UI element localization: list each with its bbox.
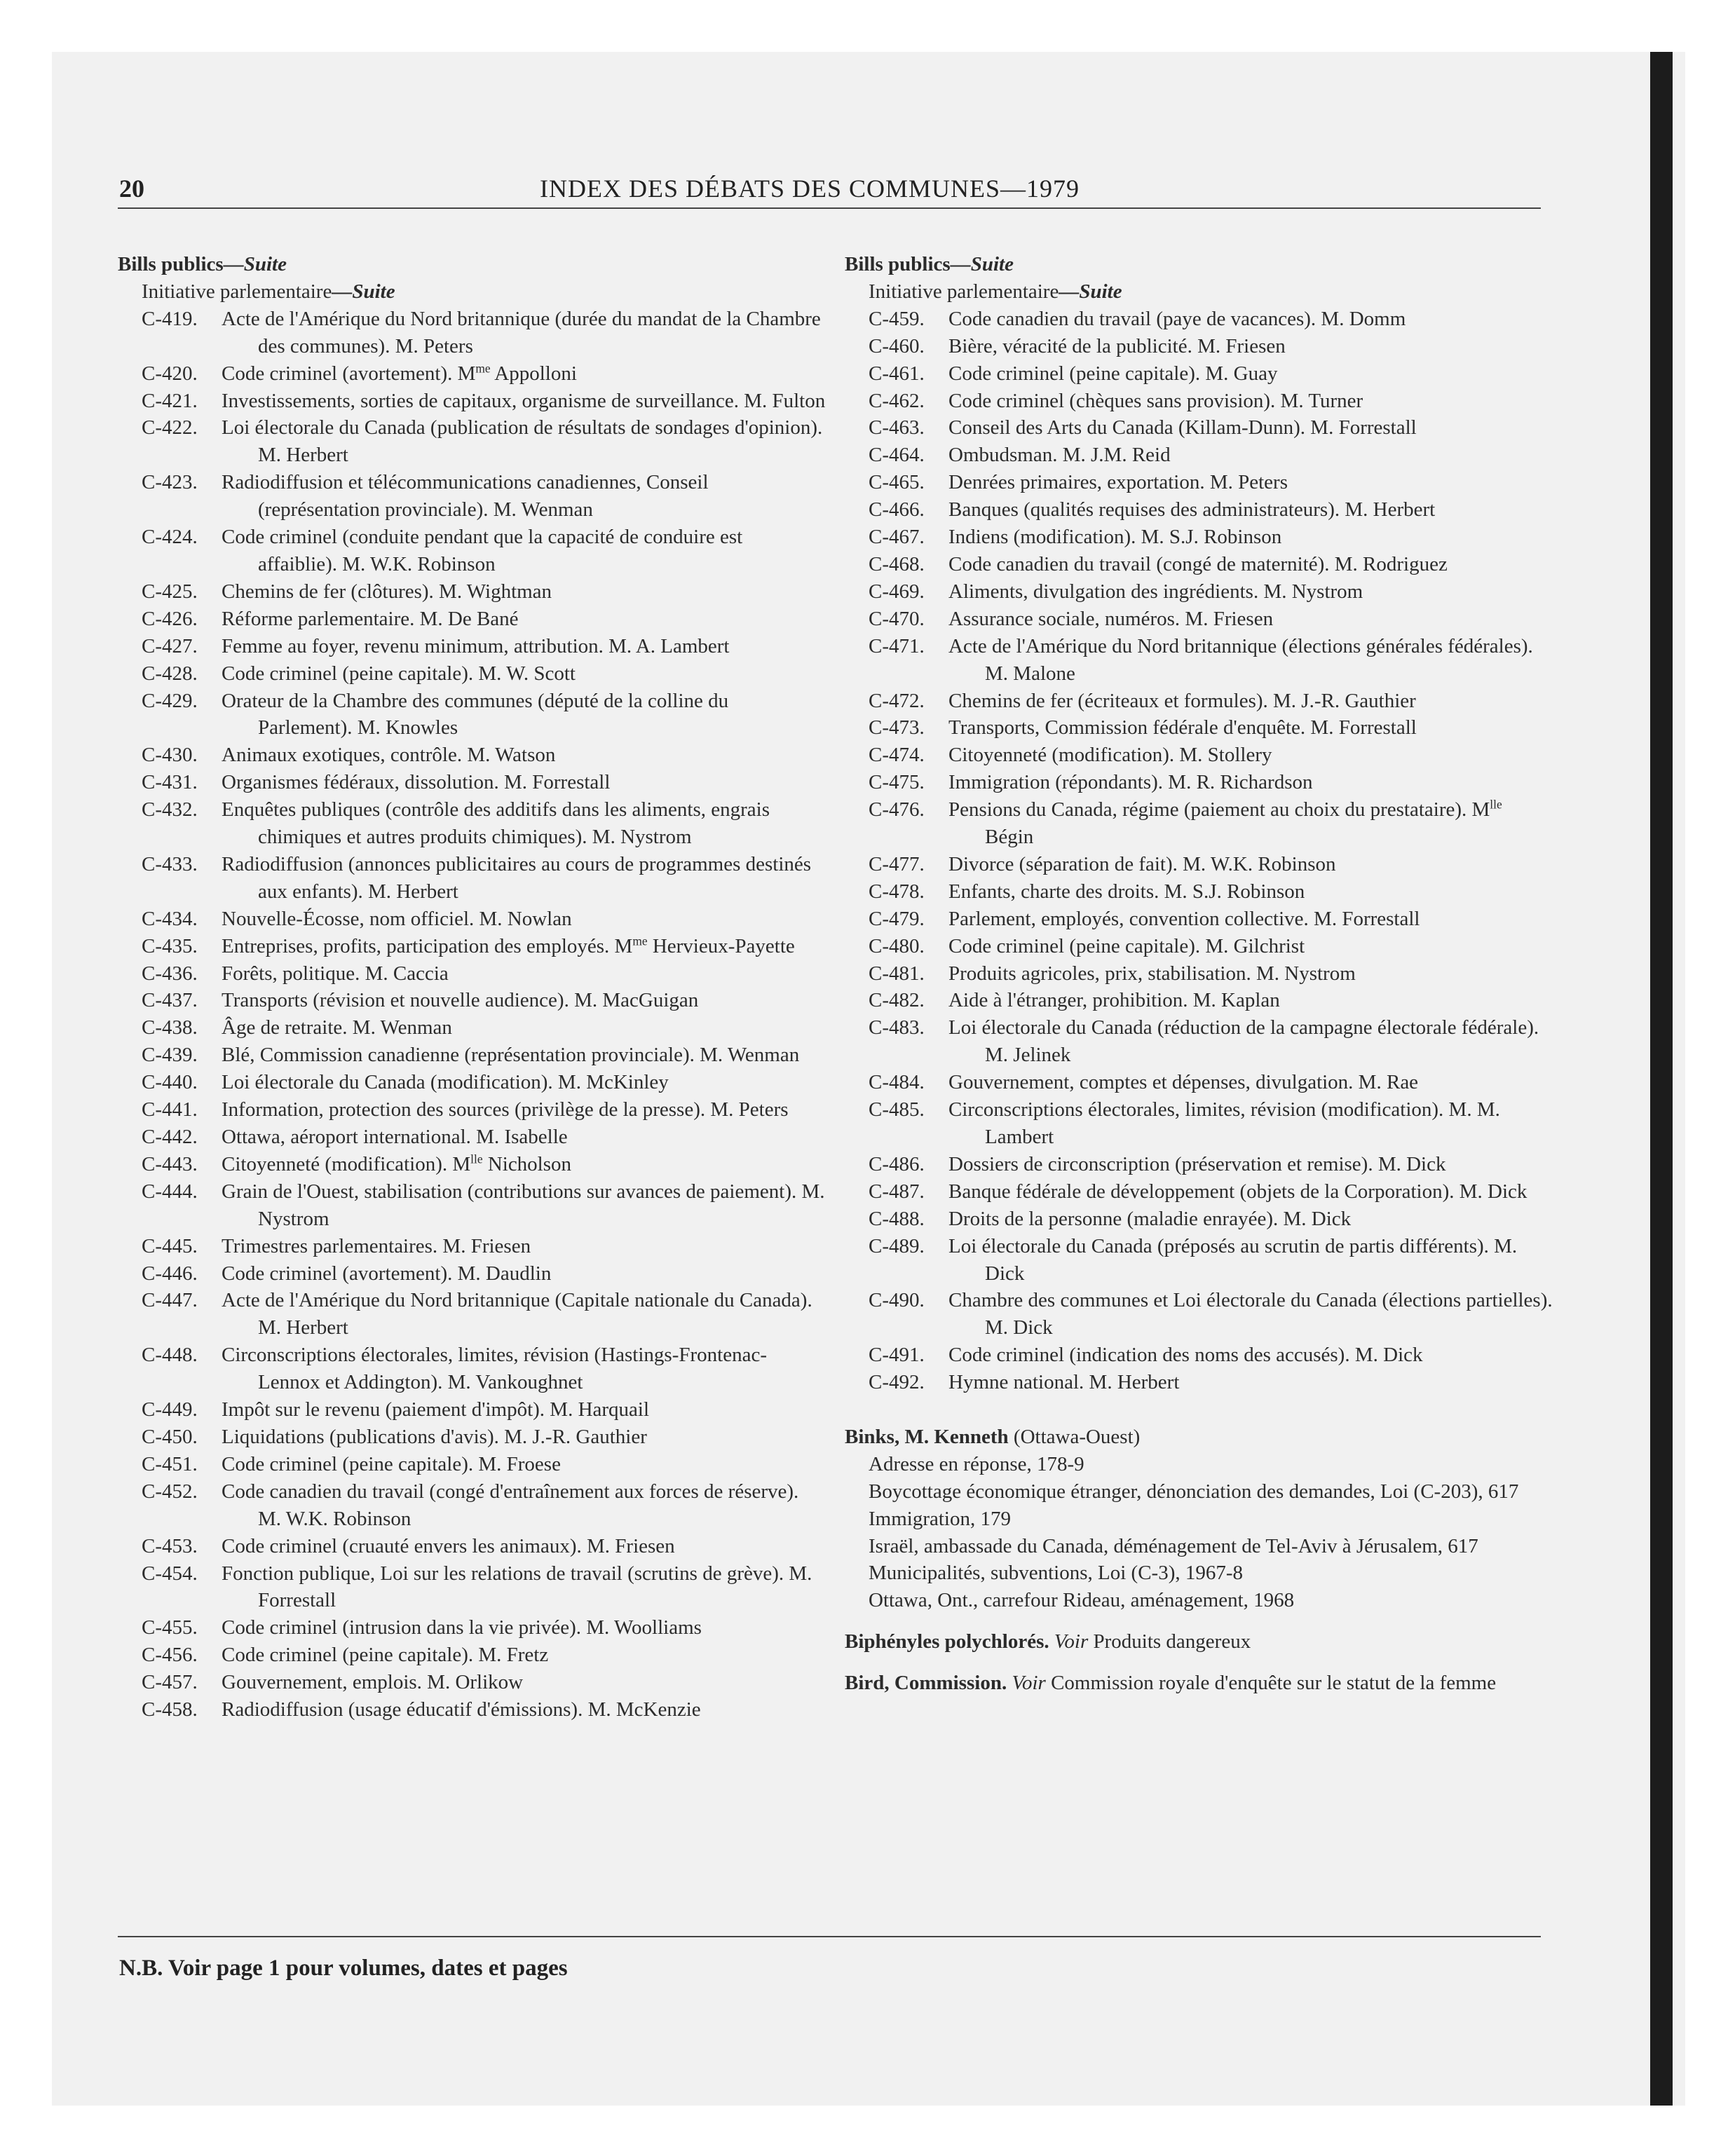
bill-entry bbox=[845, 1287, 1553, 1342]
footer-note: N.B. Voir page 1 pour volumes, dates et pages bbox=[119, 1956, 568, 1981]
left-column bbox=[118, 251, 826, 1724]
bill-title: Radiodiffusion et télécommunications canadiennes, Conseil (représentation provinciale). M. Wenman bbox=[222, 471, 709, 521]
bill-entry bbox=[118, 633, 826, 660]
bill-number: C-435. bbox=[142, 934, 198, 957]
bill-entry bbox=[118, 1424, 826, 1451]
bill-entry bbox=[845, 933, 1553, 960]
bill-number: C-481. bbox=[869, 962, 925, 985]
bill-entry bbox=[118, 960, 826, 988]
bill-entry bbox=[845, 878, 1553, 906]
bill-title: Blé, Commission canadienne (représentation provinciale). M. Wenman bbox=[222, 1044, 800, 1067]
bill-title: Banques (qualités requises des administrateurs). M. Herbert bbox=[948, 498, 1436, 521]
bill-number: C-424. bbox=[142, 526, 198, 549]
bill-entry bbox=[845, 769, 1553, 796]
bill-entry bbox=[845, 333, 1553, 360]
bill-entry bbox=[118, 742, 826, 769]
bill-entry bbox=[118, 1151, 826, 1178]
bill-title: Assurance sociale, numéros. M. Friesen bbox=[948, 607, 1274, 630]
bill-entry bbox=[845, 1096, 1553, 1151]
bill-number: C-419. bbox=[142, 307, 198, 330]
bill-title: Hymne national. M. Herbert bbox=[948, 1371, 1180, 1394]
bill-number: C-463. bbox=[869, 416, 925, 439]
bill-number: C-448. bbox=[142, 1344, 198, 1367]
bill-number: C-431. bbox=[142, 771, 198, 794]
bill-title: Loi électorale du Canada (réduction de la campagne électorale fédérale). M. Jelinek bbox=[948, 1016, 1539, 1067]
bill-entry bbox=[845, 688, 1553, 715]
bill-entry bbox=[118, 1287, 826, 1342]
bill-entry bbox=[845, 388, 1553, 415]
bill-number: C-482. bbox=[869, 989, 925, 1012]
bill-title: Chambre des communes et Loi électorale du Canada (élections partielles). M. Dick bbox=[948, 1289, 1553, 1339]
bill-entry bbox=[845, 1233, 1553, 1288]
page-number: 20 bbox=[119, 175, 144, 203]
bill-entry bbox=[845, 1369, 1553, 1396]
bill-number: C-453. bbox=[142, 1534, 198, 1557]
bill-number: C-426. bbox=[142, 607, 198, 630]
bill-title: Ombudsman. M. J.M. Reid bbox=[948, 444, 1171, 467]
bill-entry bbox=[118, 469, 826, 524]
bill-entry bbox=[118, 1178, 826, 1233]
bill-title: Code criminel (avortement). M. Daudlin bbox=[222, 1262, 552, 1285]
bill-number: C-477. bbox=[869, 852, 925, 875]
bill-number: C-452. bbox=[142, 1480, 198, 1503]
bill-entry bbox=[118, 851, 826, 906]
bill-entry bbox=[118, 933, 826, 960]
bill-number: C-471. bbox=[869, 634, 925, 657]
bill-title: Grain de l'Ouest, stabilisation (contributions sur avances de paiement). M. Nystrom bbox=[222, 1180, 825, 1230]
bill-number: C-468. bbox=[869, 552, 925, 575]
bill-entry bbox=[845, 906, 1553, 933]
bill-title: Acte de l'Amérique du Nord britannique (durée du mandat de la Chambre des communes). M. Peters bbox=[222, 307, 821, 357]
bill-number: C-479. bbox=[869, 907, 925, 930]
bill-title: Immigration (répondants). M. R. Richardson bbox=[948, 771, 1313, 794]
bill-list-right bbox=[845, 306, 1553, 1396]
bill-number: C-443. bbox=[142, 1152, 198, 1175]
bill-title: Gouvernement, emplois. M. Orlikow bbox=[222, 1671, 524, 1694]
bill-number: C-456. bbox=[142, 1644, 198, 1667]
bill-entry bbox=[845, 633, 1553, 688]
bill-title: Orateur de la Chambre des communes (député de la colline du Parlement). M. Knowles bbox=[222, 689, 729, 739]
bill-entry bbox=[845, 606, 1553, 633]
bill-entry bbox=[845, 551, 1553, 578]
bill-entry bbox=[118, 1560, 826, 1615]
bill-entry bbox=[118, 1260, 826, 1288]
bill-number: C-439. bbox=[142, 1044, 198, 1067]
bill-title: Entreprises, profits, participation des employés. $M^{me}$ Hervieux-Payette bbox=[222, 934, 795, 957]
bill-number: C-457. bbox=[142, 1671, 198, 1694]
bill-title: Parlement, employés, convention collective. M. Forrestall bbox=[948, 907, 1420, 930]
bill-entry bbox=[118, 688, 826, 742]
bill-number: C-440. bbox=[142, 1071, 198, 1094]
bill-title: Loi électorale du Canada (modification). M. McKinley bbox=[222, 1071, 669, 1094]
bill-title: Conseil des Arts du Canada (Killam-Dunn). M. Forrestall bbox=[948, 416, 1417, 439]
bill-title: Banque fédérale de développement (objets de la Corporation). M. Dick bbox=[948, 1180, 1528, 1203]
bill-entry bbox=[118, 1642, 826, 1669]
bill-number: C-425. bbox=[142, 580, 198, 603]
bill-number: C-473. bbox=[869, 716, 925, 739]
bill-entry bbox=[118, 360, 826, 388]
bill-title: Code criminel (cruauté envers les animaux). M. Friesen bbox=[222, 1534, 675, 1557]
bill-number: C-483. bbox=[869, 1016, 925, 1039]
bill-number: C-465. bbox=[869, 471, 925, 494]
bill-entry bbox=[845, 960, 1553, 988]
bill-entry bbox=[845, 987, 1553, 1014]
bill-title: Investissements, sorties de capitaux, organisme de surveillance. M. Fulton bbox=[222, 389, 826, 412]
bill-number: C-434. bbox=[142, 907, 198, 930]
index-subentry: Immigration, 179 bbox=[869, 1507, 1011, 1530]
bill-number: C-467. bbox=[869, 526, 925, 549]
bill-entry bbox=[845, 578, 1553, 606]
bill-number: C-476. bbox=[869, 798, 925, 821]
bill-title: Information, protection des sources (privilège de la presse). M. Peters bbox=[222, 1098, 789, 1121]
bill-title: Chemins de fer (écriteaux et formules). M. J.-R. Gauthier bbox=[948, 689, 1416, 712]
bill-list-left bbox=[118, 306, 826, 1724]
bill-number: C-475. bbox=[869, 771, 925, 794]
bill-title: Code criminel (peine capitale). M. Fretz bbox=[222, 1644, 549, 1667]
bill-number: C-466. bbox=[869, 498, 925, 521]
bill-number: C-444. bbox=[142, 1180, 198, 1203]
bill-entry bbox=[845, 851, 1553, 878]
bill-entry bbox=[845, 1151, 1553, 1178]
bill-title: Trimestres parlementaires. M. Friesen bbox=[222, 1234, 531, 1257]
bill-number: C-454. bbox=[142, 1562, 198, 1585]
bill-number: C-478. bbox=[869, 880, 925, 903]
bill-number: C-462. bbox=[869, 389, 925, 412]
bill-number: C-480. bbox=[869, 934, 925, 957]
bill-entry bbox=[118, 1342, 826, 1396]
bill-title: Loi électorale du Canada (publication de résultats de sondages d'opinion). M. Herbert bbox=[222, 416, 823, 467]
bill-entry bbox=[845, 1342, 1553, 1369]
bill-entry bbox=[118, 606, 826, 633]
bill-number: C-432. bbox=[142, 798, 198, 821]
bill-title: Code criminel (chèques sans provision). M. Turner bbox=[948, 389, 1363, 412]
bill-entry bbox=[118, 1069, 826, 1096]
bill-title: Citoyenneté (modification). $M^{lle}$ Nicholson bbox=[222, 1152, 572, 1175]
bill-entry bbox=[118, 414, 826, 469]
bill-title: Liquidations (publications d'avis). M. J.-R. Gauthier bbox=[222, 1425, 647, 1448]
bill-title: Code criminel (peine capitale). M. Froese bbox=[222, 1452, 561, 1475]
bill-entry bbox=[118, 1451, 826, 1478]
bill-entry bbox=[118, 578, 826, 606]
bill-number: C-421. bbox=[142, 389, 198, 412]
bill-title: Réforme parlementaire. M. De Bané bbox=[222, 607, 519, 630]
section-heading: Bills publics—Suite bbox=[118, 253, 287, 275]
bill-number: C-469. bbox=[869, 580, 925, 603]
bill-entry bbox=[845, 414, 1553, 442]
index-heading-binks: Binks, M. Kenneth (Ottawa-Ouest) bbox=[845, 1425, 1141, 1448]
bill-entry bbox=[118, 1014, 826, 1042]
bill-number: C-458. bbox=[142, 1698, 198, 1721]
bill-entry bbox=[118, 306, 826, 360]
bill-entry bbox=[845, 469, 1553, 496]
bill-entry bbox=[845, 796, 1553, 851]
bill-number: C-446. bbox=[142, 1262, 198, 1285]
bill-title: Gouvernement, comptes et dépenses, divulgation. M. Rae bbox=[948, 1071, 1419, 1094]
bill-number: C-492. bbox=[869, 1371, 925, 1394]
bill-number: C-450. bbox=[142, 1425, 198, 1448]
bill-entry bbox=[118, 1233, 826, 1260]
bill-entry bbox=[845, 496, 1553, 524]
header-rule bbox=[118, 207, 1541, 209]
bill-title: Code criminel (peine capitale). M. Gilchrist bbox=[948, 934, 1305, 957]
bill-number: C-445. bbox=[142, 1234, 198, 1257]
bill-title: Aliments, divulgation des ingrédients. M. Nystrom bbox=[948, 580, 1363, 603]
bill-title: Aide à l'étranger, prohibition. M. Kaplan bbox=[948, 989, 1280, 1012]
right-column bbox=[845, 251, 1553, 1697]
binding-edge bbox=[1650, 52, 1673, 2106]
bill-number: C-438. bbox=[142, 1016, 198, 1039]
bill-title: Forêts, politique. M. Caccia bbox=[222, 962, 449, 985]
bill-entry bbox=[118, 1042, 826, 1069]
bill-title: Transports, Commission fédérale d'enquête. M. Forrestall bbox=[948, 716, 1417, 739]
section-subheading: Initiative parlementaire—Suite bbox=[142, 280, 395, 303]
bill-title: Nouvelle-Écosse, nom officiel. M. Nowlan bbox=[222, 907, 572, 930]
bill-number: C-427. bbox=[142, 634, 198, 657]
bill-entry bbox=[118, 388, 826, 415]
bill-title: Fonction publique, Loi sur les relations de travail (scrutins de grève). M. Forrestall bbox=[222, 1562, 812, 1612]
bill-number: C-487. bbox=[869, 1180, 925, 1203]
bill-number: C-470. bbox=[869, 607, 925, 630]
bill-title: Dossiers de circonscription (préservation et remise). M. Dick bbox=[948, 1152, 1446, 1175]
bill-number: C-430. bbox=[142, 744, 198, 767]
bill-title: Circonscriptions électorales, limites, révision (Hastings-Frontenac-Lennox et Addington). M. Vankoughnet bbox=[222, 1344, 767, 1394]
bill-title: Chemins de fer (clôtures). M. Wightman bbox=[222, 580, 552, 603]
bill-entry bbox=[845, 1069, 1553, 1096]
bill-number: C-429. bbox=[142, 689, 198, 712]
bill-entry bbox=[118, 1614, 826, 1642]
bill-number: C-428. bbox=[142, 662, 198, 685]
bill-entry bbox=[845, 1014, 1553, 1069]
bill-entry bbox=[118, 796, 826, 851]
bill-entry bbox=[845, 1178, 1553, 1206]
section-subheading: Initiative parlementaire—Suite bbox=[869, 280, 1122, 303]
bill-title: Organismes fédéraux, dissolution. M. Forrestall bbox=[222, 771, 611, 794]
bill-number: C-433. bbox=[142, 852, 198, 875]
bill-title: Circonscriptions électorales, limites, révision (modification). M. M. Lambert bbox=[948, 1098, 1500, 1148]
bill-title: Enquêtes publiques (contrôle des additifs dans les aliments, engrais chimiques et autres produits chimiques). M. Nystrom bbox=[222, 798, 770, 849]
bill-title: Code criminel (conduite pendant que la capacité de conduire est affaiblie). M. W.K. Robinson bbox=[222, 526, 743, 575]
bill-title: Radiodiffusion (usage éducatif d'émissions). M. McKenzie bbox=[222, 1698, 701, 1721]
bill-entry bbox=[118, 1096, 826, 1124]
bill-title: Bière, véracité de la publicité. M. Friesen bbox=[948, 334, 1286, 357]
index-subentry: Municipalités, subventions, Loi (C-3), 1967-8 bbox=[869, 1562, 1244, 1585]
bill-entry bbox=[845, 742, 1553, 769]
bill-title: Droits de la personne (maladie enrayée). M. Dick bbox=[948, 1207, 1352, 1230]
bill-number: C-441. bbox=[142, 1098, 198, 1121]
bill-entry bbox=[845, 524, 1553, 551]
bill-title: Transports (révision et nouvelle audience). M. MacGuigan bbox=[222, 989, 699, 1012]
bill-title: Produits agricoles, prix, stabilisation. M. Nystrom bbox=[948, 962, 1356, 985]
bill-entry bbox=[118, 769, 826, 796]
bill-number: C-461. bbox=[869, 362, 925, 385]
bill-number: C-460. bbox=[869, 334, 925, 357]
bill-number: C-420. bbox=[142, 362, 198, 385]
index-heading-bird: Bird, Commission. Voir Commission royale d'enquête sur le statut de la femme bbox=[845, 1672, 1497, 1695]
bill-number: C-486. bbox=[869, 1152, 925, 1175]
bill-entry bbox=[118, 1478, 826, 1533]
bill-number: C-490. bbox=[869, 1289, 925, 1312]
bill-title: Ottawa, aéroport international. M. Isabelle bbox=[222, 1126, 568, 1148]
bill-title: Impôt sur le revenu (paiement d'impôt). M. Harquail bbox=[222, 1398, 650, 1421]
bill-entry bbox=[118, 660, 826, 688]
bill-number: C-442. bbox=[142, 1126, 198, 1148]
bill-entry bbox=[118, 987, 826, 1014]
bill-title: Code canadien du travail (paye de vacances). M. Domm bbox=[948, 307, 1406, 330]
bill-entry bbox=[118, 1669, 826, 1696]
bill-number: C-422. bbox=[142, 416, 198, 439]
bill-number: C-491. bbox=[869, 1344, 925, 1367]
bill-entry bbox=[845, 360, 1553, 388]
bill-title: Pensions du Canada, régime (paiement au choix du prestataire). $M^{lle}$ Bégin bbox=[948, 797, 1502, 849]
bill-number: C-489. bbox=[869, 1234, 925, 1257]
binks-item-list bbox=[845, 1451, 1553, 1614]
index-subentry: Israël, ambassade du Canada, déménagement de Tel-Aviv à Jérusalem, 617 bbox=[869, 1534, 1478, 1557]
bill-title: Code criminel (peine capitale). M. Guay bbox=[948, 362, 1278, 385]
bill-number: C-449. bbox=[142, 1398, 198, 1421]
running-head: INDEX DES DÉBATS DES COMMUNES—1979 bbox=[540, 175, 1080, 203]
bill-entry bbox=[118, 906, 826, 933]
bill-entry bbox=[118, 1124, 826, 1151]
bill-entry bbox=[845, 306, 1553, 333]
bill-entry bbox=[118, 1396, 826, 1424]
bill-title: Acte de l'Amérique du Nord britannique (Capitale nationale du Canada). M. Herbert bbox=[222, 1289, 812, 1339]
bill-title: Code criminel (intrusion dans la vie privée). M. Woolliams bbox=[222, 1616, 702, 1639]
index-subentry: Adresse en réponse, 178-9 bbox=[869, 1452, 1084, 1475]
bill-title: Code criminel (avortement). $M^{me}$ Appolloni bbox=[222, 360, 577, 385]
bill-title: Code criminel (indication des noms des accusés). M. Dick bbox=[948, 1344, 1423, 1367]
index-heading-biphenyles: Biphényles polychlorés. Voir Produits dangereux bbox=[845, 1630, 1251, 1653]
index-subentry: Boycottage économique étranger, dénonciation des demandes, Loi (C-203), 617 bbox=[869, 1480, 1519, 1503]
bill-entry bbox=[118, 1696, 826, 1724]
bill-entry bbox=[845, 1206, 1553, 1233]
bill-title: Divorce (séparation de fait). M. W.K. Robinson bbox=[948, 852, 1336, 875]
bill-number: C-464. bbox=[869, 444, 925, 467]
bill-title: Âge de retraite. M. Wenman bbox=[222, 1016, 452, 1039]
section-heading: Bills publics—Suite bbox=[845, 253, 1014, 275]
bill-title: Femme au foyer, revenu minimum, attribution. M. A. Lambert bbox=[222, 634, 730, 657]
bill-number: C-423. bbox=[142, 471, 198, 494]
bill-title: Enfants, charte des droits. M. S.J. Robinson bbox=[948, 880, 1305, 903]
bill-title: Loi électorale du Canada (préposés au scrutin de partis différents). M. Dick bbox=[948, 1234, 1518, 1285]
bill-entry bbox=[118, 524, 826, 578]
bill-number: C-436. bbox=[142, 962, 198, 985]
bill-entry bbox=[845, 442, 1553, 469]
bill-entry bbox=[118, 1533, 826, 1560]
bill-title: Code canadien du travail (congé d'entraînement aux forces de réserve). M. W.K. Robinson bbox=[222, 1480, 799, 1530]
bill-title: Citoyenneté (modification). M. Stollery bbox=[948, 744, 1272, 767]
bill-number: C-451. bbox=[142, 1452, 198, 1475]
bill-title: Code criminel (peine capitale). M. W. Scott bbox=[222, 662, 576, 685]
bill-entry bbox=[845, 714, 1553, 742]
bill-number: C-455. bbox=[142, 1616, 198, 1639]
bill-title: Code canadien du travail (congé de maternité). M. Rodriguez bbox=[948, 552, 1448, 575]
bill-title: Animaux exotiques, contrôle. M. Watson bbox=[222, 744, 556, 767]
bill-number: C-447. bbox=[142, 1289, 198, 1312]
bill-number: C-459. bbox=[869, 307, 925, 330]
bill-number: C-485. bbox=[869, 1098, 925, 1121]
index-subentry: Ottawa, Ont., carrefour Rideau, aménagement, 1968 bbox=[869, 1589, 1295, 1612]
footer-rule bbox=[118, 1936, 1541, 1937]
bill-number: C-472. bbox=[869, 689, 925, 712]
bill-title: Denrées primaires, exportation. M. Peters bbox=[948, 471, 1288, 494]
bill-number: C-474. bbox=[869, 744, 925, 767]
bill-number: C-437. bbox=[142, 989, 198, 1012]
bill-title: Acte de l'Amérique du Nord britannique (élections générales fédérales). M. Malone bbox=[948, 634, 1533, 685]
bill-title: Radiodiffusion (annonces publicitaires au cours de programmes destinés aux enfants). M. Herbert bbox=[222, 852, 812, 903]
bill-title: Indiens (modification). M. S.J. Robinson bbox=[948, 526, 1282, 549]
bill-number: C-488. bbox=[869, 1207, 925, 1230]
bill-number: C-484. bbox=[869, 1071, 925, 1094]
